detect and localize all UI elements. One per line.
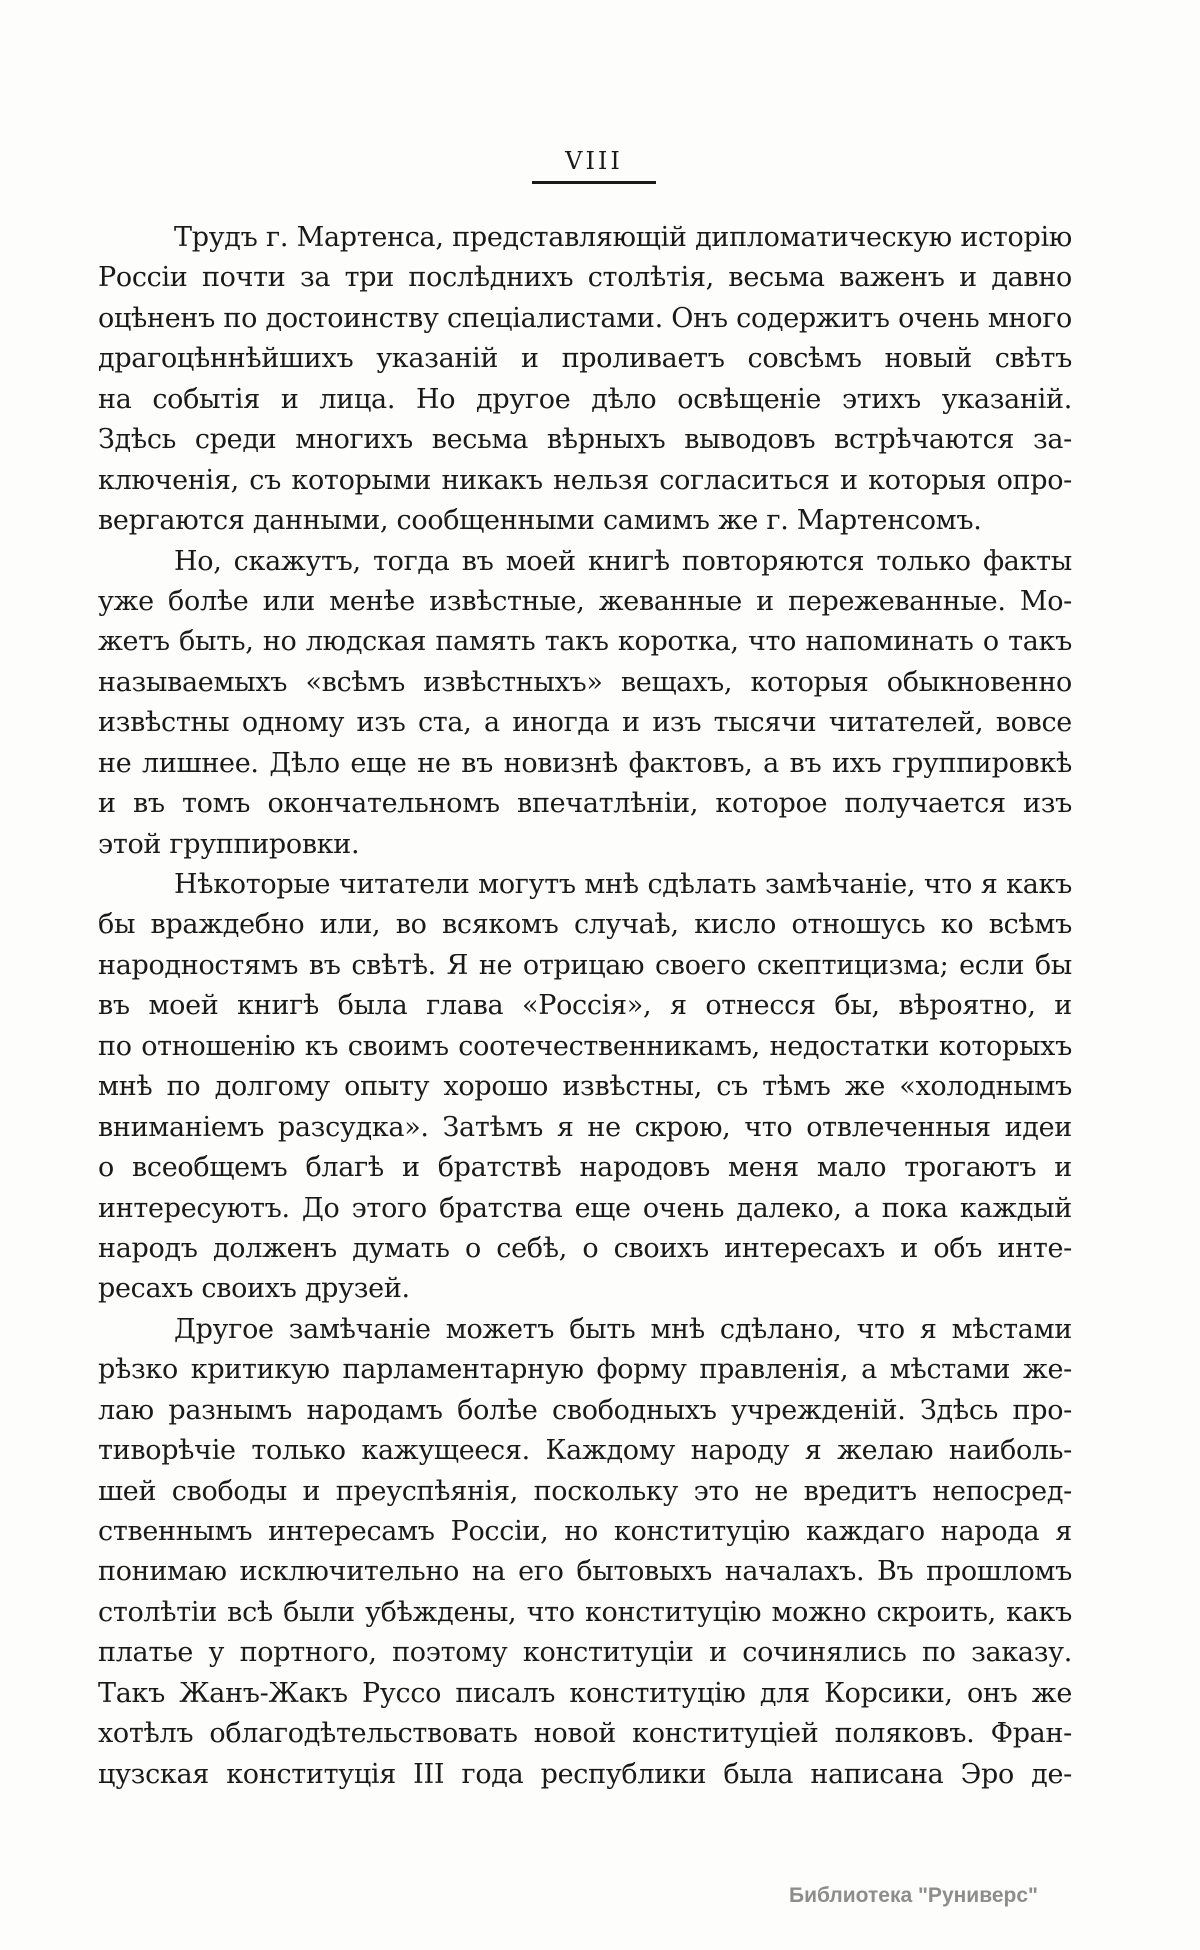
text-line: Нѣкоторые читатели могутъ мнѣ сдѣлать замѣчаніе, что я какъ (174, 869, 1072, 900)
text-line: столѣтіи всѣ были убѣждены, что конституцію можно скроить, какъ (98, 1596, 1072, 1628)
text-line: понимаю исключительно на его бытовыхъ началахъ. Въ прошломъ (98, 1556, 1072, 1588)
text-line: мнѣ по долгому опыту хорошо извѣстны, съ тѣмъ же «холоднымъ (98, 1071, 1072, 1103)
text-line: платье у портного, поэтому конституціи и сочинялись по заказу. (98, 1637, 1072, 1669)
text-line: хотѣлъ облагодѣтельствовать новой конституціей поляковъ. Фран- (98, 1718, 1072, 1750)
text-line: уже болѣе или менѣе извѣстные, жеванные и пережеванные. Мо- (98, 585, 1072, 617)
paragraph (98, 865, 1072, 1310)
text-line: Трудъ г. Мартенса, представляющій дипломатическую исторію (174, 222, 1072, 253)
text-line: Такъ Жанъ-Жакъ Руссо писалъ конституцію для Корсики, онъ же (98, 1677, 1072, 1709)
text-line: этой группировки. (98, 828, 360, 860)
text-line: на событія и лица. Но другое дѣло освѣщеніе этихъ указаній. (98, 383, 1072, 415)
text-line: драгоцѣннѣйшихъ указаній и проливаетъ совсѣмъ новый свѣтъ (98, 343, 1072, 375)
text-line: ресахъ своихъ друзей. (98, 1273, 410, 1305)
text-line: и въ томъ окончательномъ впечатлѣніи, которое получается изъ (98, 788, 1072, 820)
text-line: оцѣненъ по достоинству спеціалистами. Онъ содержитъ очень много (98, 302, 1072, 334)
header-rule (532, 181, 656, 184)
text-line: рѣзко критикую парламентарную форму правленія, а мѣстами же- (98, 1354, 1072, 1386)
text-line: бы враждебно или, во всякомъ случаѣ, кисло отношусь ко всѣмъ (98, 909, 1072, 941)
text-line: извѣстны одному изъ ста, а иногда и изъ тысячи читателей, вовсе (98, 707, 1072, 739)
text-line: Но, скажутъ, тогда въ моей книгѣ повторяются только факты (174, 545, 1072, 577)
text-line: народностямъ въ свѣтѣ. Я не отрицаю своего скептицизма; если бы (98, 949, 1072, 981)
runivers-library-watermark: Библиотека "Руниверс" (788, 1884, 1038, 1907)
text-line: вергаются данными, сообщенными самимъ же г. Мартенсомъ. (98, 505, 982, 537)
text-line: жетъ быть, но людская память такъ коротка, что напоминать о такъ (98, 626, 1072, 658)
text-line: вниманіемъ разсудка». Затѣмъ я не скрою, что отвлеченныя идеи (98, 1111, 1072, 1143)
body-text (98, 218, 1072, 1795)
paragraph (98, 218, 1072, 542)
text-line: шей свободы и преуспѣянія, поскольку это не вредитъ непосред- (98, 1475, 1072, 1507)
text-line: называемыхъ «всѣмъ извѣстныхъ» вещахъ, которыя обыкновенно (98, 666, 1072, 698)
text-line: интересуютъ. До этого братства еще очень далеко, а пока каждый (98, 1192, 1072, 1224)
text-line: о всеобщемъ благѣ и братствѣ народовъ меня мало трогаютъ и (98, 1152, 1072, 1184)
text-line: не лишнее. Дѣло еще не въ новизнѣ фактовъ, а въ ихъ группировкѣ (98, 747, 1072, 779)
text-line: народъ долженъ думать о себѣ, о своихъ интересахъ и объ инте- (98, 1232, 1072, 1264)
page-number: VIII (565, 147, 623, 175)
text-line: лаю разнымъ народамъ болѣе свободныхъ учрежденій. Здѣсь про- (98, 1394, 1072, 1426)
text-line: по отношенію къ своимъ соотечественникамъ, недостатки которыхъ (98, 1030, 1072, 1062)
text-line: цузская конституція III года республики была написана Эро де- (98, 1758, 1072, 1790)
text-line: Другое замѣчаніе можетъ быть мнѣ сдѣлано, что я мѣстами (174, 1313, 1072, 1345)
text-line: тиворѣчіе только кажущееся. Каждому народу я желаю наиболь- (98, 1435, 1072, 1467)
paragraph (98, 542, 1072, 866)
paragraph (98, 1310, 1072, 1795)
text-line: ключенія, съ которыми никакъ нельзя согласиться и которыя опро- (98, 464, 1072, 496)
text-line: ственнымъ интересамъ Россіи, но конституцію каждаго народа я (98, 1516, 1072, 1547)
page-header (532, 149, 656, 184)
text-line: въ моей книгѣ была глава «Россія», я отнесся бы, вѣроятно, и (98, 990, 1072, 1022)
text-line: Здѣсь среди многихъ весьма вѣрныхъ выводовъ встрѣчаются за- (98, 424, 1072, 456)
text-line: Россіи почти за три послѣднихъ столѣтія, весьма важенъ и давно (98, 262, 1072, 294)
